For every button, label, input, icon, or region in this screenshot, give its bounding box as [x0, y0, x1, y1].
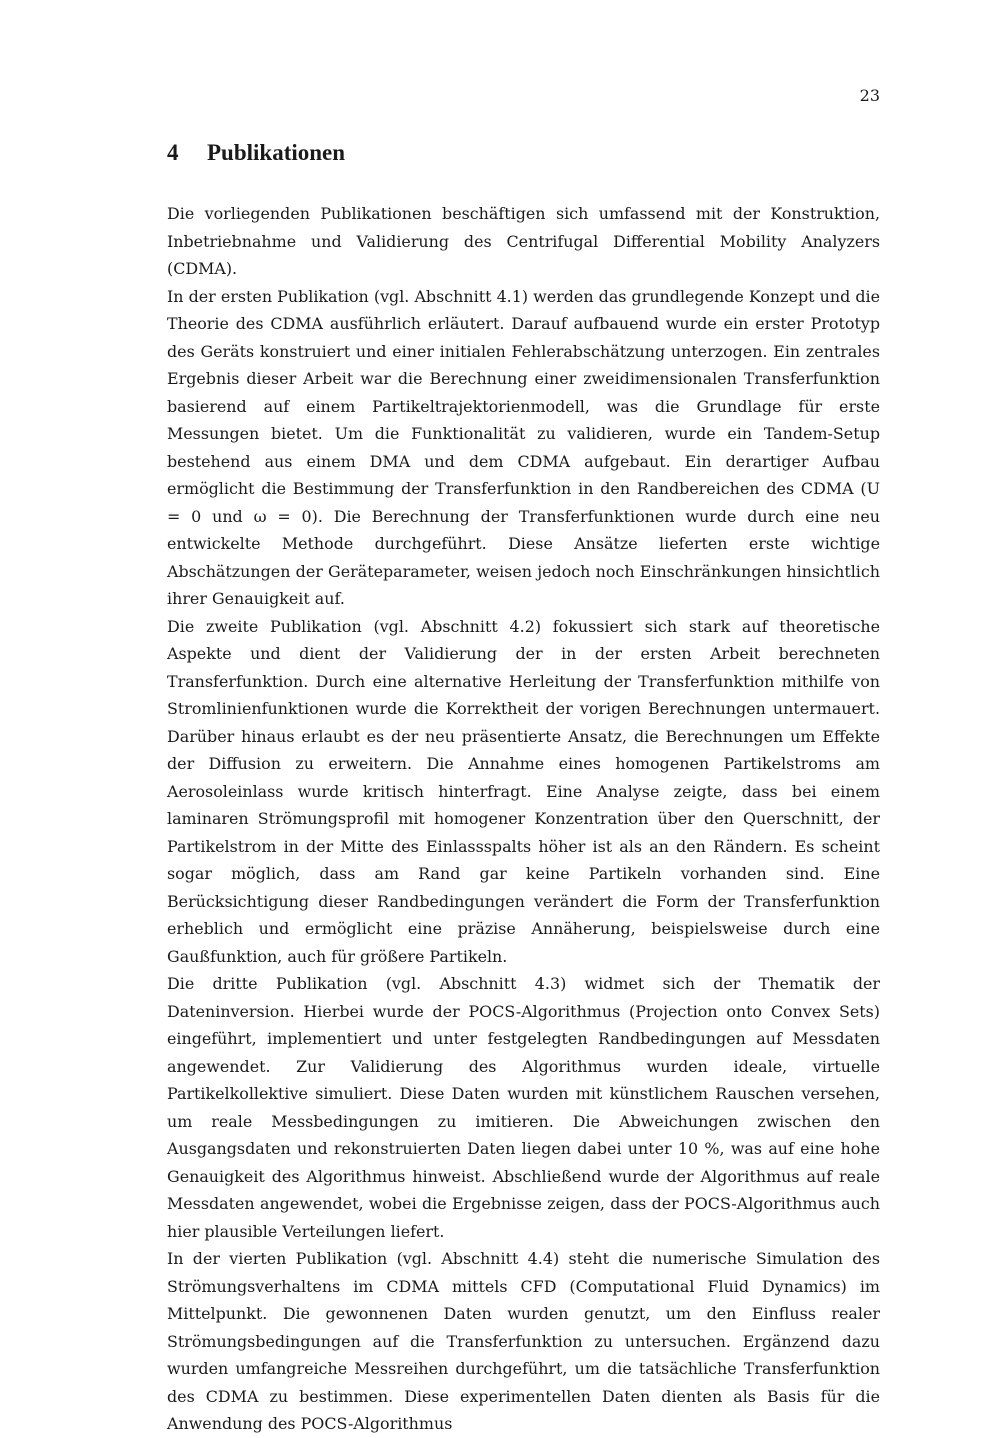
page-number: 23: [859, 86, 880, 105]
section-number: 4: [167, 140, 179, 165]
section-heading: [167, 140, 345, 166]
paragraph-first-publication: In der ersten Publikation (vgl. Abschnitt 4.1) werden das grundlegende Konzept und die Theorie des CDMA ausführlich erläutert. Darauf aufbauend wurde ein erster Prototyp des Geräts konstruiert und einer initialen Fehlerabschätzung unterzogen. Ein zentrales Ergebnis dieser Arbeit war die Berechnung einer zweidimensionalen Transferfunktion basierend auf einem Partikeltrajektorienmodell, was die Grundlage für erste Messungen bietet. Um die Funktionalität zu validieren, wurde ein Tandem-Setup bestehend aus einem DMA und dem CDMA aufgebaut. Ein derartiger Aufbau ermöglicht die Bestimmung der Transferfunktion in den Randbereichen des CDMA (U = 0 und ω = 0). Die Berechnung der Transferfunktionen wurde durch eine neu entwickelte Methode durchgeführt. Diese Ansätze lieferten erste wichtige Abschätzungen der Geräteparameter, weisen jedoch noch Einschränkungen hinsichtlich ihrer Genauigkeit auf.: [167, 286, 880, 608]
paragraph-second-publication: Die zweite Publikation (vgl. Abschnitt 4.2) fokussiert sich stark auf theoretische Aspekte und dient der Validierung der in der ersten Arbeit berechneten Transferfunktion. Durch eine alternative Herleitung der Transferfunktion mithilfe von Stromlinienfunktionen wurde die Korrektheit der vorigen Berechnungen untermauert. Darüber hinaus erlaubt es der neu präsentierte Ansatz, die Berechnungen um Effekte der Diffusion zu erweitern. Die Annahme eines homogenen Partikelstroms am Aerosoleinlass wurde kritisch hinterfragt. Eine Analyse zeigte, dass bei einem laminaren Strömungsprofil mit homogener Konzentration über den Querschnitt, der Partikelstrom in der Mitte des Einlassspalts höher ist als an den Rändern. Es scheint sogar möglich, dass am Rand gar keine Partikeln vorhanden sind. Eine Berücksichtigung dieser Randbedingungen verändert die Form der Transferfunktion erheblich und ermöglicht eine präzise Annäherung, beispielsweise durch eine Gaußfunktion, auch für größere Partikeln.: [167, 616, 880, 966]
section-title: Publikationen: [207, 140, 346, 165]
body-text: [167, 200, 880, 1438]
paragraph-fourth-publication: In der vierten Publikation (vgl. Abschnitt 4.4) steht die numerische Simulation des Strömungsverhaltens im CDMA mittels CFD (Computational Fluid Dynamics) im Mittelpunkt. Die gewonnenen Daten wurden genutzt, um den Einfluss realer Strömungsbedingungen auf die Transferfunktion zu untersuchen. Ergänzend dazu wurden umfangreiche Messreihen durchgeführt, um die tatsächliche Transferfunktion des CDMA zu bestimmen. Diese experimentellen Daten dienten als Basis für die Anwendung des POCS-Algorithmus: [167, 1249, 880, 1433]
paragraph-intro: Die vorliegenden Publikationen beschäftigen sich umfassend mit der Konstruktion, Inbetriebnahme und Validierung des Centrifugal Differential Mobility Analyzers (CDMA).: [167, 204, 880, 278]
paragraph-third-publication: Die dritte Publikation (vgl. Abschnitt 4.3) widmet sich der Thematik der Dateninversion. Hierbei wurde der POCS-Algorithmus (Projection onto Convex Sets) eingeführt, implementiert und unter festgelegten Randbedingungen auf Messdaten angewendet. Zur Validierung des Algorithmus wurden ideale, virtuelle Partikelkollektive simuliert. Diese Daten wurden mit künstlichem Rauschen versehen, um reale Messbedingungen zu imitieren. Die Abweichungen zwischen den Ausgangsdaten und rekonstruierten Daten liegen dabei unter 10 %, was auf eine hohe Genauigkeit des Algorithmus hinweist. Abschließend wurde der Algorithmus auf reale Messdaten angewendet, wobei die Ergebnisse zeigen, dass der POCS-Algorithmus auch hier plausible Verteilungen liefert.: [167, 974, 880, 1241]
